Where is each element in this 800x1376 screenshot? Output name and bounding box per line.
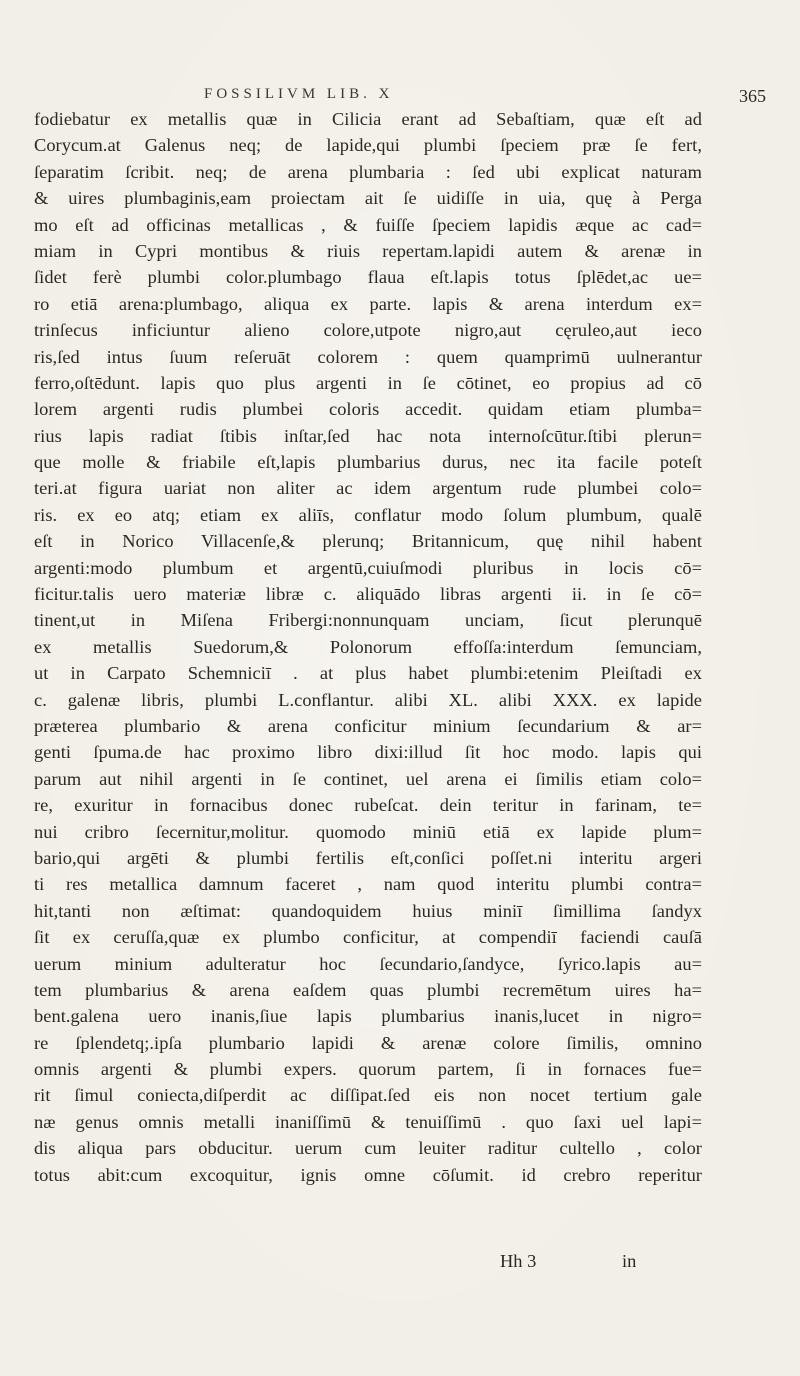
text-line: dis aliqua pars obducitur. uerum cum leuiter raditur cultello , color — [34, 1138, 702, 1159]
text-line: re ſplendetq;.ipſa plumbario lapidi & arenæ colore ſimilis, omnino — [34, 1032, 702, 1053]
text-line: ris,ſed intus ſuum reſeruāt colorem : quem quamprimū uulnerantur — [34, 346, 702, 367]
signature-mark: Hh 3 — [500, 1251, 537, 1271]
text-line: rius lapis radiat ſtibis inſtar,ſed hac nota internoſcūtur.ſtibi plerun= — [34, 425, 702, 446]
text-line: ti res metallica damnum faceret , nam quod interitu plumbi contra= — [34, 874, 702, 895]
body-text — [34, 106, 702, 1188]
text-line: ut in Carpato Schemniciī . at plus habet plumbi:etenim Pleiſtadi ex — [34, 663, 702, 684]
text-line: mo eſt ad officinas metallicas , & fuiſſe ſpeciem lapidis æque ac cad= — [34, 214, 702, 235]
text-line: fodiebatur ex metallis quæ in Cilicia erant ad Sebaſtiam, quæ eſt ad — [34, 109, 702, 129]
text-line: ex metallis Suedorum,& Polonorum effoſſa:interdum ſemunciam, — [34, 636, 702, 657]
text-line: bent.galena uero inanis,ſiue lapis plumbarius inanis,lucet in nigro= — [34, 1006, 702, 1027]
text-line: næ genus omnis metalli inaniſſimū & tenuiſſimū . quo ſaxi uel lapi= — [34, 1111, 702, 1132]
text-line: præterea plumbario & arena conficitur minium ſecundarium & ar= — [34, 715, 702, 736]
text-line: argenti:modo plumbum et argentū,cuiuſmodi pluribus in locis cō= — [34, 557, 702, 578]
text-line: totus abit:cum excoquitur, ignis omne cōſumit. id crebro reperitur — [34, 1164, 702, 1185]
text-line: & uires plumbaginis,eam proiectam ait ſe uidiſſe in uia, quę à Perga — [34, 188, 702, 209]
text-line: omnis argenti & plumbi expers. quorum partem, ſi in fornaces fue= — [34, 1059, 702, 1080]
text-line: ſit ex ceruſſa,quæ ex plumbo conficitur, at compendiī faciendi cauſā — [34, 927, 702, 948]
text-line: eſt in Norico Villacenſe,& plerunq; Britannicum, quę nihil habent — [34, 531, 702, 552]
page-number: 365 — [739, 86, 766, 106]
text-line: tem plumbarius & arena eaſdem quas plumbi recremētum uires ha= — [34, 979, 702, 1000]
catchword: in — [622, 1251, 637, 1271]
text-line: hit,tanti non æſtimat: quandoquidem huius miniī ſimillima ſandyx — [34, 900, 702, 921]
text-line: tinent,ut in Miſena Fribergi:nonnunquam unciam, ſicut plerunquē — [34, 610, 702, 631]
text-line: bario,qui argēti & plumbi fertilis eſt,conſici poſſet.ni interitu argeri — [34, 847, 702, 868]
text-line: Corycum.at Galenus neq; de lapide,qui plumbi ſpeciem præ ſe fert, — [34, 135, 702, 156]
text-line: teri.at figura uariat non aliter ac idem argentum rude plumbei colo= — [34, 478, 702, 499]
text-line: que molle & friabile eſt,lapis plumbarius durus, nec ita facile poteſt — [34, 452, 702, 473]
text-line: ferro,oſtēdunt. lapis quo plus argenti in ſe cōtinet, eo propius ad cō — [34, 372, 702, 393]
text-line: ſeparatim ſcribit. neq; de arena plumbaria : ſed ubi explicat naturam — [34, 161, 702, 182]
text-line: c. galenæ libris, plumbi L.conflantur. alibi XL. alibi XXX. ex lapide — [34, 689, 702, 710]
running-head: FOSSILIVM LIB. X — [204, 86, 394, 102]
text-line: lorem argenti rudis plumbei coloris accedit. quidam etiam plumba= — [34, 399, 702, 420]
text-line: genti ſpuma.de hac proximo libro dixi:illud ſit hoc modo. lapis qui — [34, 742, 702, 763]
page-footer — [500, 1251, 680, 1277]
text-line: ro etiā arena:plumbago, aliqua ex parte. lapis & arena interdum ex= — [34, 293, 702, 314]
text-line: ficitur.talis uero materiæ libræ c. aliquādo libras argenti ii. in ſe cō= — [34, 584, 702, 605]
text-line: nui cribro ſecernitur,molitur. quomodo miniū etiā ex lapide plum= — [34, 821, 702, 842]
text-line: miam in Cypri montibus & riuis repertam.lapidi autem & arenæ in — [34, 240, 702, 261]
text-line: ris. ex eo atq; etiam ex aliīs, conflatur modo ſolum plumbum, qualē — [34, 504, 702, 525]
text-line: uerum minium adulteratur hoc ſecundario,ſandyce, ſyrico.lapis au= — [34, 953, 702, 974]
text-line: ſidet ferè plumbi color.plumbago flaua eſt.lapis totus ſplēdet,ac ue= — [34, 267, 702, 288]
text-line: parum aut nihil argenti in ſe continet, uel arena ei ſimilis etiam colo= — [34, 768, 702, 789]
text-line: re, exuritur in fornacibus donec rubeſcat. dein teritur in farinam, te= — [34, 795, 702, 816]
text-line: trinſecus inficiuntur alieno colore,utpote nigro,aut cęruleo,aut ieco — [34, 320, 702, 341]
text-line: rit ſimul coniecta,diſperdit ac diſſipat.ſed eis non nocet tertium gale — [34, 1085, 702, 1106]
